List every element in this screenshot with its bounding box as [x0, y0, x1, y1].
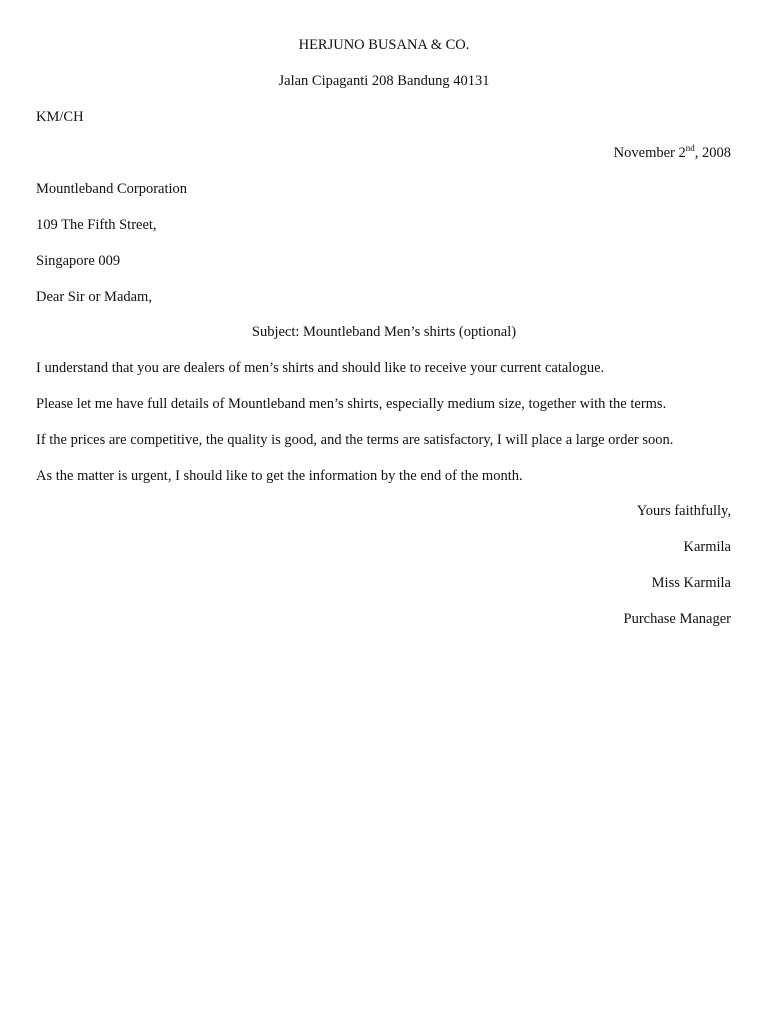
date-month-day: November 2	[613, 145, 686, 161]
recipient-name: Mountleband Corporation	[36, 181, 188, 197]
body-paragraph-3: If the prices are competitive, the quality is good, and the terms are satisfactory, I will place a large order soon.	[36, 432, 674, 448]
date-year: , 2008	[694, 145, 731, 161]
recipient-city: Singapore 009	[36, 253, 121, 269]
body-paragraph-4: As the matter is urgent, I should like to get the information by the end of the month.	[36, 468, 523, 484]
sender-title: Purchase Manager	[623, 611, 731, 627]
letter-date	[614, 144, 731, 162]
recipient-street: 109 The Fifth Street,	[36, 217, 157, 233]
body-paragraph-1: I understand that you are dealers of men’s shirts and should like to receive your current catalogue.	[36, 360, 605, 376]
sender-name: Miss Karmila	[651, 575, 731, 591]
body-paragraph-2: Please let me have full details of Mountleband men’s shirts, especially medium size, together with the terms.	[36, 396, 667, 412]
salutation: Dear Sir or Madam,	[36, 289, 152, 305]
reference-code: KM/CH	[36, 109, 84, 125]
complimentary-close: Yours faithfully,	[636, 503, 731, 519]
company-address: Jalan Cipaganti 208 Bandung 40131	[278, 73, 490, 89]
company-name: HERJUNO BUSANA & CO.	[298, 37, 470, 53]
signature: Karmila	[683, 539, 731, 555]
subject-line: Subject: Mountleband Men’s shirts (optional)	[251, 324, 517, 340]
date-ordinal-suffix: nd	[685, 143, 695, 154]
